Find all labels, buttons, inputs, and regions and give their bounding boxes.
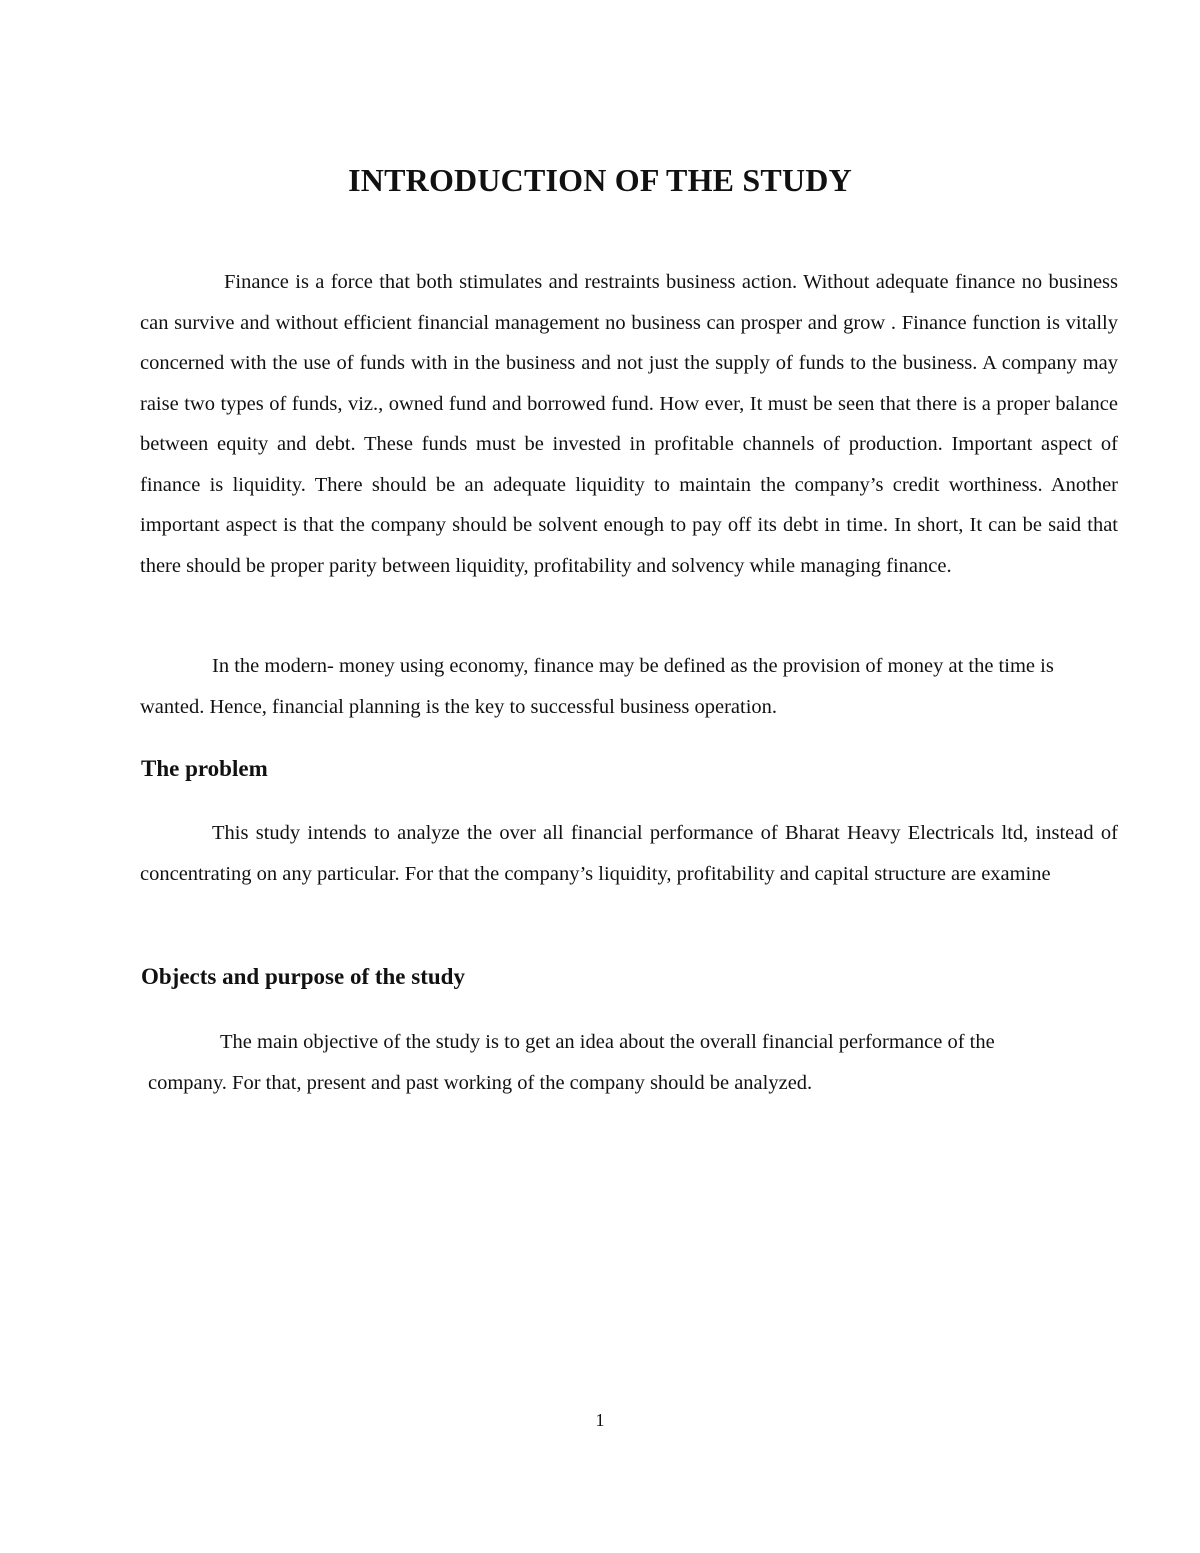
objects-paragraph: The main objective of the study is to get an idea about the overall financial performance of the company. For that, present and past working of the company should be analyzed. bbox=[148, 1031, 995, 1094]
section-heading-objects: Objects and purpose of the study bbox=[141, 964, 465, 989]
page-number: 1 bbox=[595, 1410, 605, 1430]
page-title: INTRODUCTION OF THE STUDY bbox=[348, 162, 852, 198]
intro-paragraph-2: In the modern- money using economy, finance may be defined as the provision of money at the time is wanted. Hence, financial planning is the key to successful business operation. bbox=[140, 655, 1054, 718]
problem-paragraph: This study intends to analyze the over all financial performance of Bharat Heavy Electricals ltd, instead of concentrating on any particular. For that the company’s liquidity, profitability and capital structure are examine bbox=[140, 822, 1118, 885]
section-heading-problem: The problem bbox=[141, 756, 268, 781]
intro-paragraph-1: Finance is a force that both stimulates and restraints business action. Without adequate finance no business can survive and without efficient financial management no business can prosper and grow . Finance function is vitally concerned with the use of funds with in the business and not just the supply of funds to the business. A company may raise two types of funds, viz., owned fund and borrowed fund. How ever, It must be seen that there is a proper balance between equity and debt. These funds must be invested in profitable channels of production. Important aspect of finance is liquidity. There should be an adequate liquidity to maintain the company’s credit worthiness. Another important aspect is that the company should be solvent enough to pay off its debt in time. In short, It can be said that there should be proper parity between liquidity, profitability and solvency while managing finance. bbox=[140, 271, 1118, 577]
